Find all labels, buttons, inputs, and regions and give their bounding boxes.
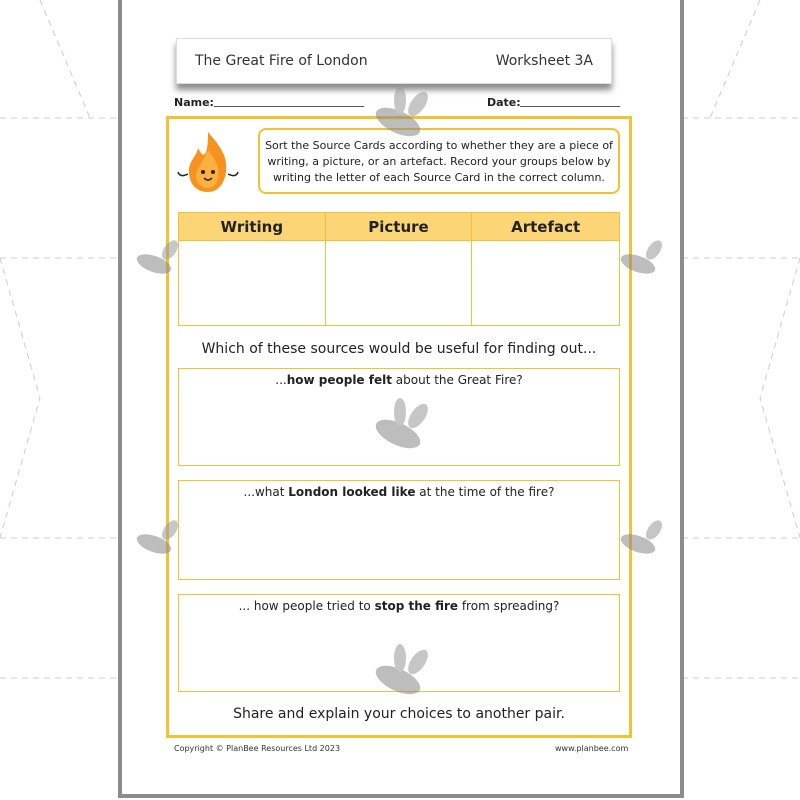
question-text: ...what [243, 485, 289, 499]
question-text: at the time of the fire? [415, 485, 555, 499]
question-emphasis: London looked like [288, 485, 416, 499]
flame-mascot-icon [172, 126, 244, 198]
writing-answer-cell[interactable] [179, 241, 326, 325]
column-header-picture: Picture [326, 213, 473, 241]
question-prompt: Which of these sources would be useful for finding out... [201, 341, 597, 357]
name-field[interactable] [214, 106, 364, 107]
bee-watermark-icon [610, 516, 670, 562]
question-emphasis: stop the fire [374, 599, 459, 613]
question-text: about the Great Fire? [391, 373, 523, 387]
artefact-answer-cell[interactable] [472, 241, 619, 325]
question-box-appearance[interactable] [178, 480, 620, 580]
worksheet-title: The Great Fire of London [195, 53, 368, 69]
column-header-writing: Writing [179, 213, 326, 241]
copyright-text: Copyright © PlanBee Resources Ltd 2023 [174, 744, 341, 753]
website-link[interactable]: www.planbee.com [555, 744, 629, 753]
closing-instruction: Share and explain your choices to another pair. [233, 706, 565, 722]
bee-watermark-icon [610, 236, 670, 282]
bee-watermark-icon [126, 236, 186, 282]
worksheet-number: Worksheet 3A [495, 53, 593, 69]
question-text: ... [275, 373, 287, 387]
instructions-text: Sort the Source Cards according to whether they are a piece of writing, a picture, or an artefact. Record your groups below by writing the letter of each Source Card in the correct column. [265, 139, 613, 184]
sort-table [178, 212, 620, 326]
name-label: Name: [174, 96, 214, 109]
bee-watermark-icon [126, 516, 186, 562]
question-text: from spreading? [458, 599, 560, 613]
question-emphasis: how people felt [286, 373, 392, 387]
bee-watermark-icon [360, 84, 440, 144]
picture-answer-cell[interactable] [326, 241, 473, 325]
bee-watermark-icon [360, 642, 440, 702]
date-label: Date: [487, 96, 521, 109]
title-banner [176, 38, 612, 84]
bee-watermark-icon [360, 396, 440, 456]
date-field[interactable] [520, 106, 620, 107]
column-header-artefact: Artefact [472, 213, 619, 241]
question-text: ... how people tried to [238, 599, 375, 613]
